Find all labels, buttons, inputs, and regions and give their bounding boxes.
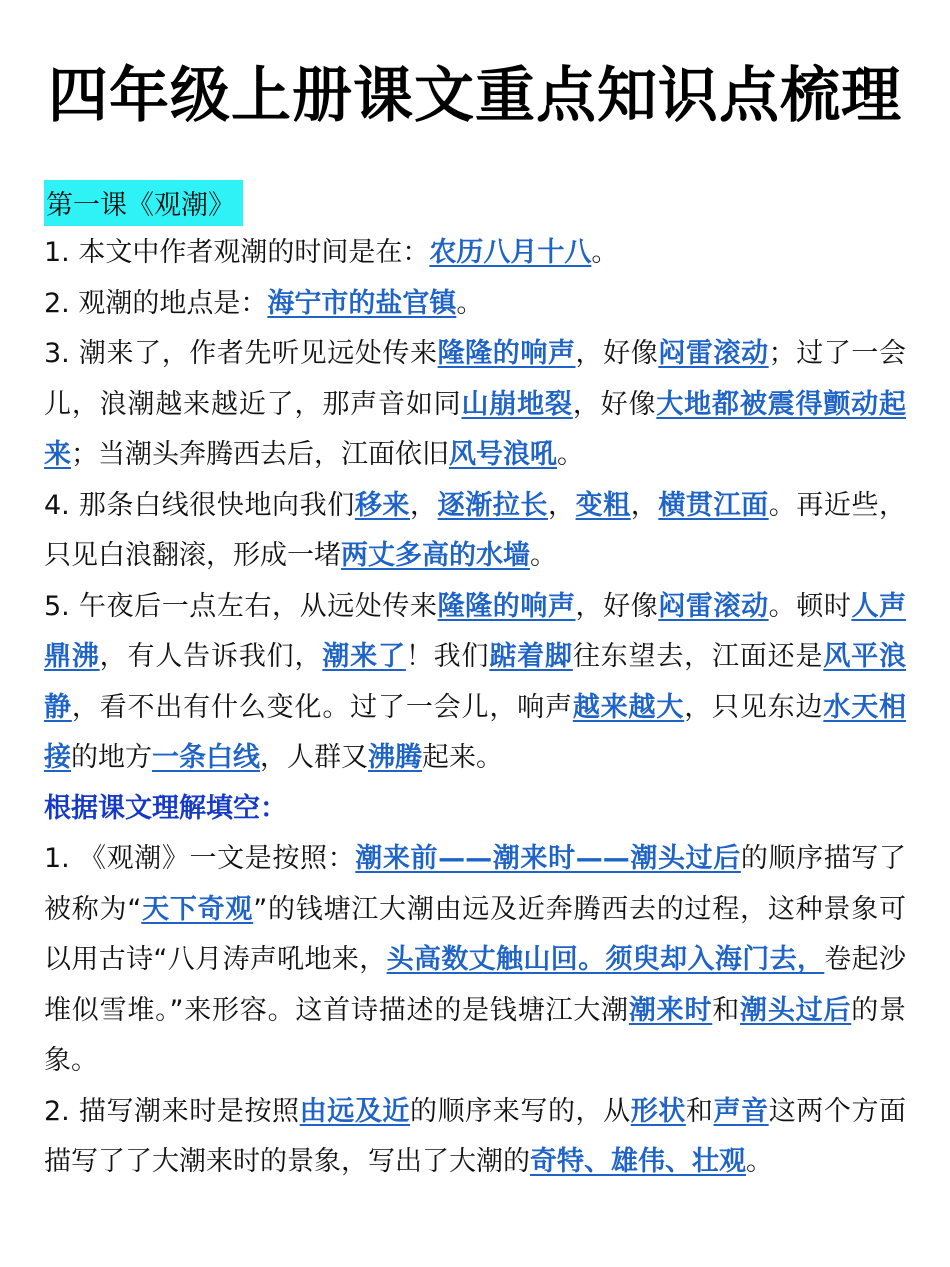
lesson-heading: 第一课《观潮》 [44,180,243,226]
answer-highlight: 潮来时 [628,994,713,1026]
answer-highlight: 潮头过后 [740,994,852,1026]
text-segment: ， [410,489,438,521]
text-segment: ，看不出有什么变化。过了一会儿，响声 [71,691,573,723]
answer-highlight: 天下奇观 [141,893,254,925]
text-segment: ，有人告诉我们， [99,641,323,672]
answer-highlight: 山崩地裂 [461,388,573,420]
answer-highlight: 风号浪吼 [449,439,557,470]
text-segment: 。 [746,1146,773,1177]
text-segment: 这两个方面描写了了大潮来时的景象，写出了大潮的 [44,1095,907,1177]
text-segment: 往东望去，江面还是 [572,641,824,672]
answer-highlight: 由远及近 [299,1095,410,1127]
answer-highlight: 头高数丈触山回。须臾却入海门去， [386,944,825,975]
answer-highlight: 大地都被震得颤动起来 [44,388,907,470]
answer-highlight: 声音 [713,1095,769,1127]
text-segment: 。 [456,287,484,319]
answer-highlight: 横贯江面 [658,489,769,521]
text-segment: ，好像 [575,590,659,622]
text-segment: ；过了一会儿，浪潮越来越近了，那声音如同 [44,338,907,420]
text-segment: 的地方 [71,742,152,773]
answer-highlight: 一条白线 [152,742,260,773]
answer-highlight: 闷雷滚动 [658,590,769,622]
text-segment: 起来。 [422,742,503,773]
answer-highlight: 隆隆的响声 [437,590,576,622]
point-paragraph [44,329,906,481]
text-segment: 和 [712,994,741,1026]
text-segment: 1. 本文中作者观潮的时间是在： [44,237,430,268]
text-segment: ！我们 [405,641,490,672]
text-segment: 卷起沙堆似雪堆。”来形容。这首诗描述的是钱塘江大潮 [44,944,907,1026]
text-segment: 1. 《观潮》一文是按照： [44,843,356,874]
answer-highlight: 逐渐拉长 [437,489,548,521]
text-segment: ，只见东边 [684,691,824,723]
answer-highlight: 隆隆的响声 [437,338,576,369]
fill-in-points [44,834,906,1188]
text-segment: ，好像 [572,388,657,420]
answer-highlight: 闷雷滚动 [658,338,769,369]
lesson-points [44,228,906,784]
answer-highlight: 潮来前——潮来时——潮头过后 [355,843,741,874]
answer-highlight: 两丈多高的水墙 [341,540,530,571]
answer-highlight: 水天相接 [44,691,907,773]
point-paragraph [44,481,906,582]
answer-highlight: 变粗 [575,489,631,521]
page-title: 四年级上册课文重点知识点梳理 [48,61,902,131]
text-segment: ， [547,489,576,521]
answer-highlight: 形状 [630,1095,686,1127]
text-segment: 的顺序来写的，从 [410,1095,631,1127]
answer-highlight: 奇特、雄伟、壮观 [530,1146,746,1177]
fill-in-heading: 根据课文理解填空： [44,792,287,824]
answer-highlight: 沸腾 [368,742,422,773]
point-paragraph [44,228,906,279]
answer-highlight: 农历八月十八 [429,237,592,268]
text-segment: 。 [591,237,619,268]
answer-highlight: 人声鼎沸 [44,590,907,672]
point-paragraph [44,582,906,784]
fill-in-paragraph [44,834,906,1087]
point-paragraph [44,279,906,330]
text-segment: ”的钱塘江大潮由远及近奔腾西去的过程，这种景象可以用古诗“八月涛声吼地来， [44,893,906,975]
text-segment: 。 [557,439,584,470]
answer-highlight: 海宁市的盐官镇 [267,287,457,319]
answer-highlight: 越来越大 [572,691,685,723]
text-segment: 5. 午夜后一点左右，从远处传来 [44,590,438,622]
text-segment: 和 [685,1095,714,1127]
text-segment: 2. 描写潮来时是按照 [44,1095,300,1127]
text-segment: 2. 观潮的地点是： [44,287,268,319]
text-segment: ，好像 [575,338,659,369]
text-segment: 。再近些，只见白浪翻滚，形成一堵 [44,489,907,571]
answer-highlight: 踮着脚 [489,641,573,672]
text-segment: ，人群又 [260,742,368,773]
text-segment: 3. 潮来了，作者先听见远处传来 [44,338,438,369]
answer-highlight: 移来 [354,489,411,521]
text-segment: 。顿时 [768,590,852,622]
text-segment: 的景象。 [44,994,907,1076]
text-segment: ；当潮头奔腾西去后，江面依旧 [71,439,449,470]
text-segment: 4. 那条白线很快地向我们 [44,489,355,521]
answer-highlight: 风平浪静 [44,641,907,723]
text-segment: 。 [530,540,557,571]
text-segment: ， [630,489,659,521]
answer-highlight: 潮来了 [322,641,406,672]
fill-in-paragraph [44,1087,906,1188]
text-segment: 的顺序描写了被称为“ [44,843,907,925]
